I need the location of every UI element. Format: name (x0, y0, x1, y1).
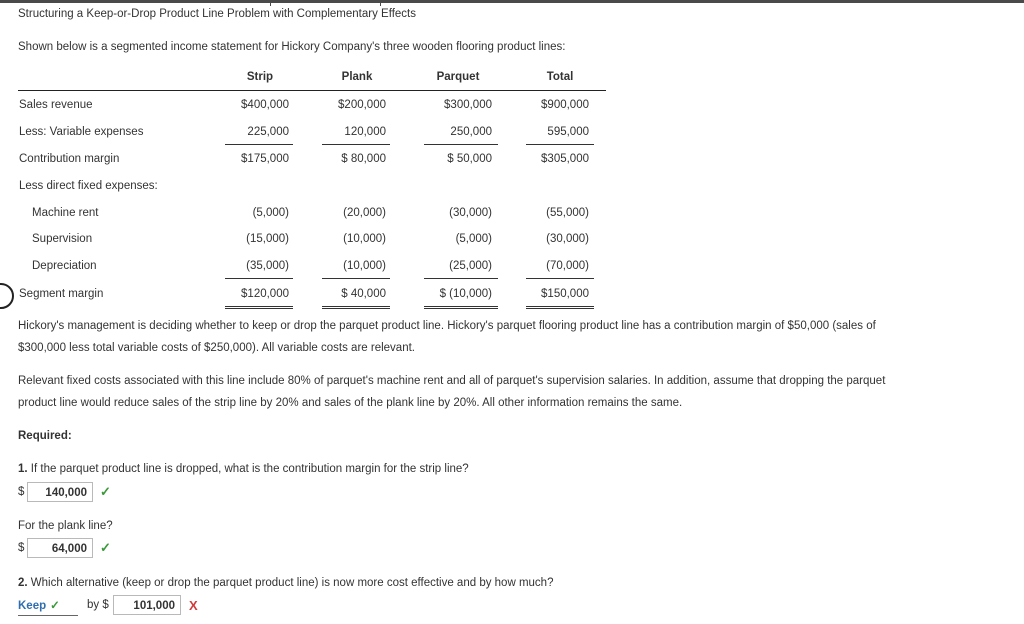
row-label: Machine rent (32, 207, 99, 219)
header-strip: Strip (246, 71, 274, 83)
header-total: Total (546, 71, 574, 83)
question-2 (18, 577, 553, 589)
double-underline (526, 306, 594, 307)
currency-sign: $ (18, 486, 25, 498)
header-rule (18, 90, 606, 91)
cell: (5,000) (252, 207, 289, 219)
cell: (10,000) (343, 260, 386, 272)
double-underline (322, 306, 390, 307)
cell: (55,000) (546, 207, 589, 219)
cell: $200,000 (338, 99, 386, 111)
cell: (70,000) (546, 260, 589, 272)
paragraph-2 (18, 370, 1018, 414)
cell: 225,000 (247, 126, 289, 138)
incorrect-x-icon: X (189, 598, 198, 613)
underline (225, 144, 293, 145)
cell: $ (10,000) (439, 288, 492, 300)
correct-check-icon: ✓ (100, 540, 111, 555)
question-number: 1. (18, 463, 28, 475)
by-label: by $ (87, 599, 109, 611)
plank-cm-answer-input[interactable]: 64,000 (27, 538, 93, 558)
double-underline (225, 308, 293, 309)
cell: 120,000 (344, 126, 386, 138)
underline (322, 278, 390, 279)
tab-divider (270, 0, 271, 6)
strip-cm-answer-input[interactable]: 140,000 (27, 482, 93, 502)
row-label: Contribution margin (19, 153, 120, 165)
cell: $ 80,000 (341, 153, 386, 165)
cell: $ 50,000 (447, 153, 492, 165)
cell: $400,000 (241, 99, 289, 111)
cell: $305,000 (541, 153, 589, 165)
intro-text: Shown below is a segmented income statement for Hickory Company's three wooden flooring product lines: (18, 41, 566, 53)
paragraph-line: Hickory's management is deciding whether to keep or drop the parquet product line. Hickory's parquet flooring product line has a contribution margin of $50,000 (sales of (18, 320, 876, 332)
currency-sign: $ (18, 542, 25, 554)
double-underline (225, 306, 293, 307)
row-label: Supervision (32, 233, 93, 245)
cell: $175,000 (241, 153, 289, 165)
problem-title: Structuring a Keep-or-Drop Product Line Problem with Complementary Effects (18, 8, 416, 20)
underline (526, 144, 594, 145)
cell: 595,000 (547, 126, 589, 138)
row-label: Sales revenue (19, 99, 93, 111)
question-text: Which alternative (keep or drop the parquet product line) is now more cost effective and by how much? (30, 577, 554, 589)
question-number: 2. (18, 577, 28, 589)
double-underline (322, 308, 390, 309)
question-1b: For the plank line? (18, 520, 113, 532)
select-value: Keep (18, 600, 47, 612)
underline (322, 144, 390, 145)
double-underline (424, 306, 498, 307)
question-1 (18, 463, 469, 475)
cell: (5,000) (455, 233, 492, 245)
paragraph-line: $300,000 less total variable costs of $250,000). All variable costs are relevant. (18, 342, 415, 354)
correct-check-icon: ✓ (50, 600, 60, 612)
cell: (10,000) (343, 233, 386, 245)
row-label: Less direct fixed expenses: (19, 180, 158, 192)
cell: (35,000) (246, 260, 289, 272)
difference-answer-input[interactable]: 101,000 (113, 595, 181, 615)
cell: (25,000) (449, 260, 492, 272)
paragraph-1 (18, 315, 1018, 359)
underline (526, 278, 594, 279)
row-label: Less: Variable expenses (19, 126, 144, 138)
header-parquet: Parquet (436, 71, 480, 83)
cell: $ 40,000 (341, 288, 386, 300)
double-underline (526, 308, 594, 309)
cell: (20,000) (343, 207, 386, 219)
cell: 250,000 (450, 126, 492, 138)
paragraph-line: Relevant fixed costs associated with this line include 80% of parquet's machine rent and all of parquet's supervision salaries. In addition, assume that dropping the parquet (18, 375, 886, 387)
cell: (15,000) (246, 233, 289, 245)
cell: $150,000 (541, 288, 589, 300)
cell: (30,000) (546, 233, 589, 245)
double-underline (424, 308, 498, 309)
required-heading: Required: (18, 430, 72, 442)
row-label: Segment margin (19, 288, 104, 300)
cell: $900,000 (541, 99, 589, 111)
underline (424, 278, 498, 279)
cell: (30,000) (449, 207, 492, 219)
header-plank: Plank (341, 71, 373, 83)
cell: $300,000 (444, 99, 492, 111)
question-text: If the parquet product line is dropped, what is the contribution margin for the strip line? (30, 463, 469, 475)
underline (225, 278, 293, 279)
paragraph-line: product line would reduce sales of the strip line by 20% and sales of the plank line by 20%. All other information remains the same. (18, 397, 683, 409)
tab-divider (380, 0, 381, 6)
circle-marker (0, 283, 14, 309)
top-border (0, 0, 1024, 3)
correct-check-icon: ✓ (100, 484, 111, 499)
keep-drop-select[interactable] (18, 597, 78, 616)
underline (424, 144, 498, 145)
cell: $120,000 (241, 288, 289, 300)
row-label: Depreciation (32, 260, 97, 272)
